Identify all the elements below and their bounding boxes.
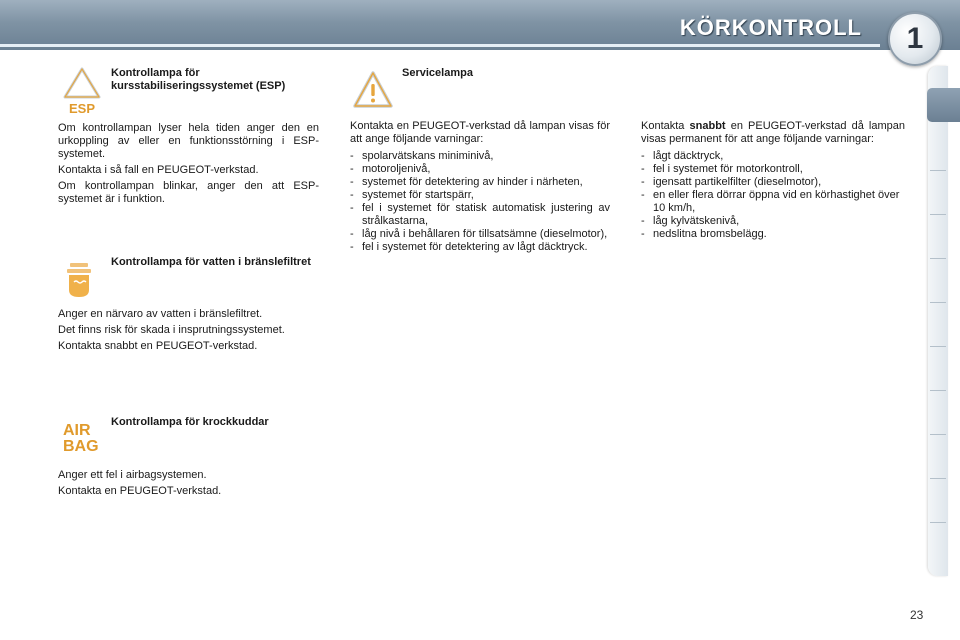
esp-heading: Kontrollampa för kursstabiliseringssystemet (ESP) — [111, 67, 286, 92]
list-item: - nedslitna bromsbelägg. — [641, 228, 905, 241]
urgent-intro-start: Kontakta — [641, 120, 690, 132]
fuel-filter-water-icon — [62, 260, 96, 300]
esp-warning-icon — [62, 66, 102, 114]
list-item: - lågt däcktryck, — [641, 150, 905, 163]
side-tab-divider — [930, 390, 946, 391]
airbag-icon-label: BAG — [63, 438, 99, 455]
list-item: - systemet för detektering av hinder i närheten, — [350, 176, 610, 189]
airbag-text — [58, 469, 319, 501]
service-text — [350, 120, 610, 254]
list-item: - låg kylvätskenivå, — [641, 215, 905, 228]
side-tab-divider — [930, 478, 946, 479]
list-item: - låg nivå i behållaren för tillsatsämne (dieselmotor), — [350, 228, 610, 241]
esp-paragraph: Om kontrollampan blinkar, anger den att ESP-systemet är i funktion. — [58, 180, 319, 205]
service-intro: Kontakta en PEUGEOT-verkstad då lampan visas för att ange följande varningar: — [350, 120, 610, 145]
header-divider — [0, 44, 880, 47]
urgent-intro-emphasis: snabbt — [689, 120, 726, 132]
airbag-heading: Kontrollampa för krockkuddar — [111, 416, 269, 428]
list-item: - fel i systemet för motorkontroll, — [641, 163, 905, 176]
side-tab-strip — [928, 66, 948, 576]
water-heading: Kontrollampa för vatten i bränslefiltret — [111, 256, 311, 268]
side-tab-divider — [930, 302, 946, 303]
list-item: - motoroljenivå, — [350, 163, 610, 176]
esp-text — [58, 122, 319, 209]
service-heading: Servicelampa — [402, 67, 473, 79]
urgent-intro-end: en PEUGEOT-verkstad då lampan visas permanent för att ange följande varningar: — [641, 120, 905, 145]
side-tab-active[interactable] — [927, 88, 960, 122]
side-tab-divider — [930, 214, 946, 215]
water-paragraph: Anger en närvaro av vatten i bränslefiltret. — [58, 308, 263, 320]
side-tab-divider — [930, 434, 946, 435]
list-item: - en eller flera dörrar öppna vid en körhastighet över 10 km/h, — [641, 189, 905, 215]
list-item: - fel i systemet för statisk automatisk justering av strålkastarna, — [350, 202, 610, 228]
list-item: - spolarvätskans miniminivå, — [350, 150, 610, 163]
esp-paragraph: Kontakta i så fall en PEUGEOT-verkstad. — [58, 164, 259, 176]
service-urgent-text — [641, 120, 905, 241]
list-item: - fel i systemet för detektering av lågt däcktryck. — [350, 241, 610, 254]
airbag-icon — [63, 423, 103, 463]
water-text — [58, 308, 319, 356]
page-number: 23 — [910, 608, 924, 622]
esp-paragraph: Om kontrollampan lyser hela tiden anger den en urkoppling av eller en funktionsstörning i ESP-systemet. — [58, 122, 319, 160]
list-item: - systemet för startspärr, — [350, 189, 610, 202]
esp-icon-label: ESP — [68, 101, 95, 116]
side-tab-divider — [930, 258, 946, 259]
service-urgent-intro — [641, 120, 905, 146]
page-title: KÖRKONTROLL — [679, 15, 862, 40]
service-warning-list — [350, 150, 610, 254]
airbag-paragraph: Kontakta en PEUGEOT-verkstad. — [58, 485, 222, 497]
service-warning-icon — [352, 70, 394, 112]
service-urgent-list — [641, 150, 905, 241]
side-tab-divider — [930, 346, 946, 347]
chapter-badge: 1 — [888, 12, 942, 66]
list-item: - igensatt partikelfilter (dieselmotor), — [641, 176, 905, 189]
side-tab-divider — [930, 170, 946, 171]
water-paragraph: Kontakta snabbt en PEUGEOT-verkstad. — [58, 340, 258, 352]
side-tab-divider — [930, 522, 946, 523]
airbag-icon-label: AIR — [63, 422, 91, 439]
airbag-paragraph: Anger ett fel i airbagsystemen. — [58, 469, 207, 481]
water-paragraph: Det finns risk för skada i insprutningssystemet. — [58, 324, 285, 336]
